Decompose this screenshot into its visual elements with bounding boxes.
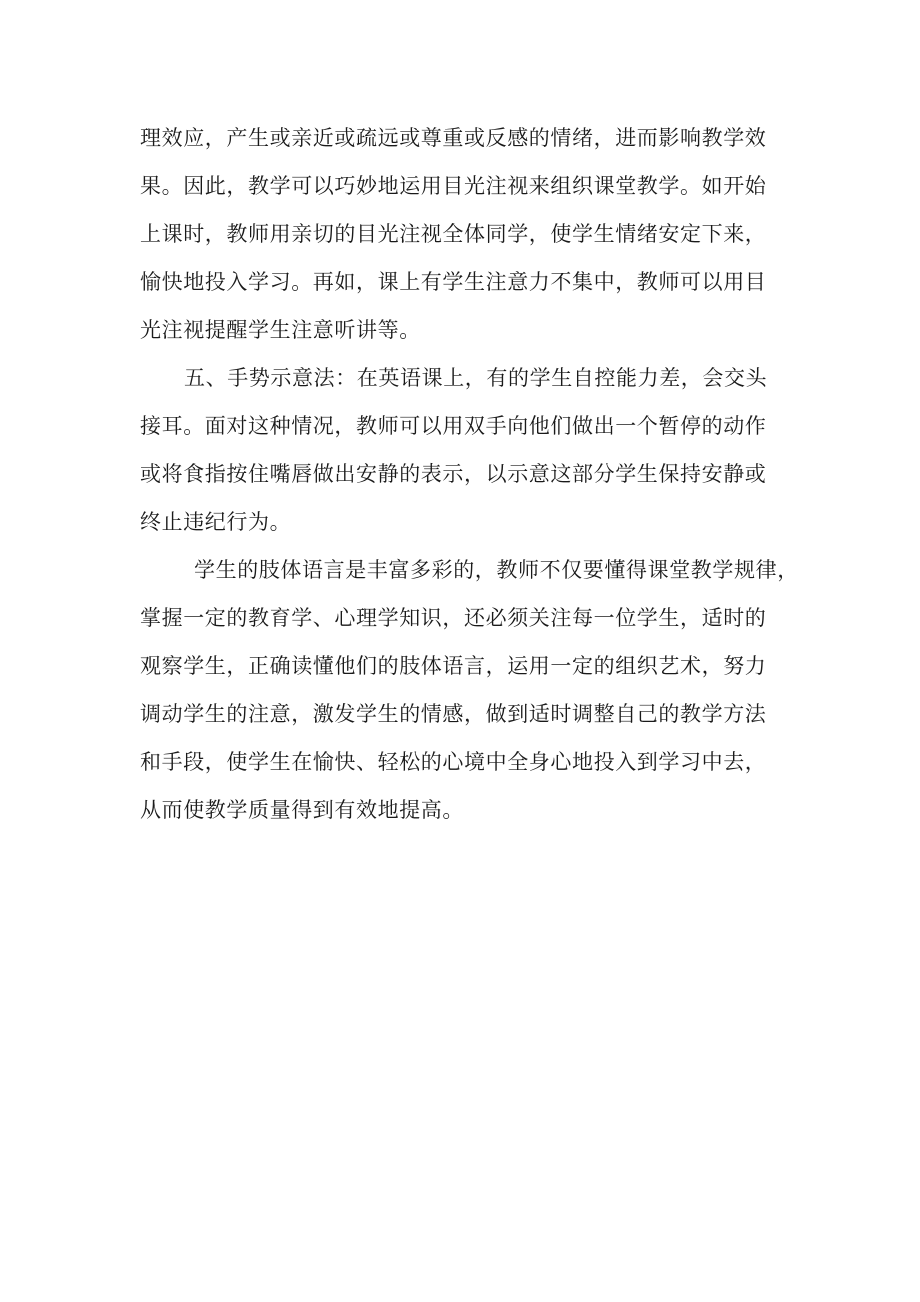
document-body: [140, 114, 800, 834]
text-line: 学生的肢体语言是丰富多彩的，教师不仅要懂得课堂教学规律，: [194, 558, 799, 582]
text-line: 调动学生的注意，激发学生的情感，做到适时调整自己的教学方法: [140, 702, 767, 726]
paragraph-eye-contact: [140, 114, 800, 354]
paragraph-conclusion: [140, 546, 800, 834]
text-line: 光注视提醒学生注意听讲等。: [140, 318, 421, 342]
text-line: 或将食指按住嘴唇做出安静的表示，以示意这部分学生保持安静或: [140, 462, 767, 486]
text-line: 接耳。面对这种情况，教师可以用双手向他们做出一个暂停的动作: [140, 414, 767, 438]
text-line: 终止违纪行为。: [140, 510, 292, 534]
text-line: 掌握一定的教育学、心理学知识，还必须关注每一位学生，适时的: [140, 606, 767, 630]
text-line: 从而使教学质量得到有效地提高。: [140, 798, 464, 822]
text-line: 五、手势示意法：在英语课上，有的学生自控能力差，会交头: [184, 366, 768, 390]
text-line: 果。因此，教学可以巧妙地运用目光注视来组织课堂教学。如开始: [140, 174, 767, 198]
text-line: 和手段，使学生在愉快、轻松的心境中全身心地投入到学习中去，: [140, 750, 767, 774]
text-line: 观察学生，正确读懂他们的肢体语言，运用一定的组织艺术，努力: [140, 654, 767, 678]
paragraph-gesture-method: [140, 354, 800, 546]
text-line: 愉快地投入学习。再如，课上有学生注意力不集中，教师可以用目: [140, 270, 767, 294]
text-line: 上课时，教师用亲切的目光注视全体同学，使学生情绪安定下来，: [140, 222, 767, 246]
text-line: 理效应，产生或亲近或疏远或尊重或反感的情绪，进而影响教学效: [140, 126, 767, 150]
